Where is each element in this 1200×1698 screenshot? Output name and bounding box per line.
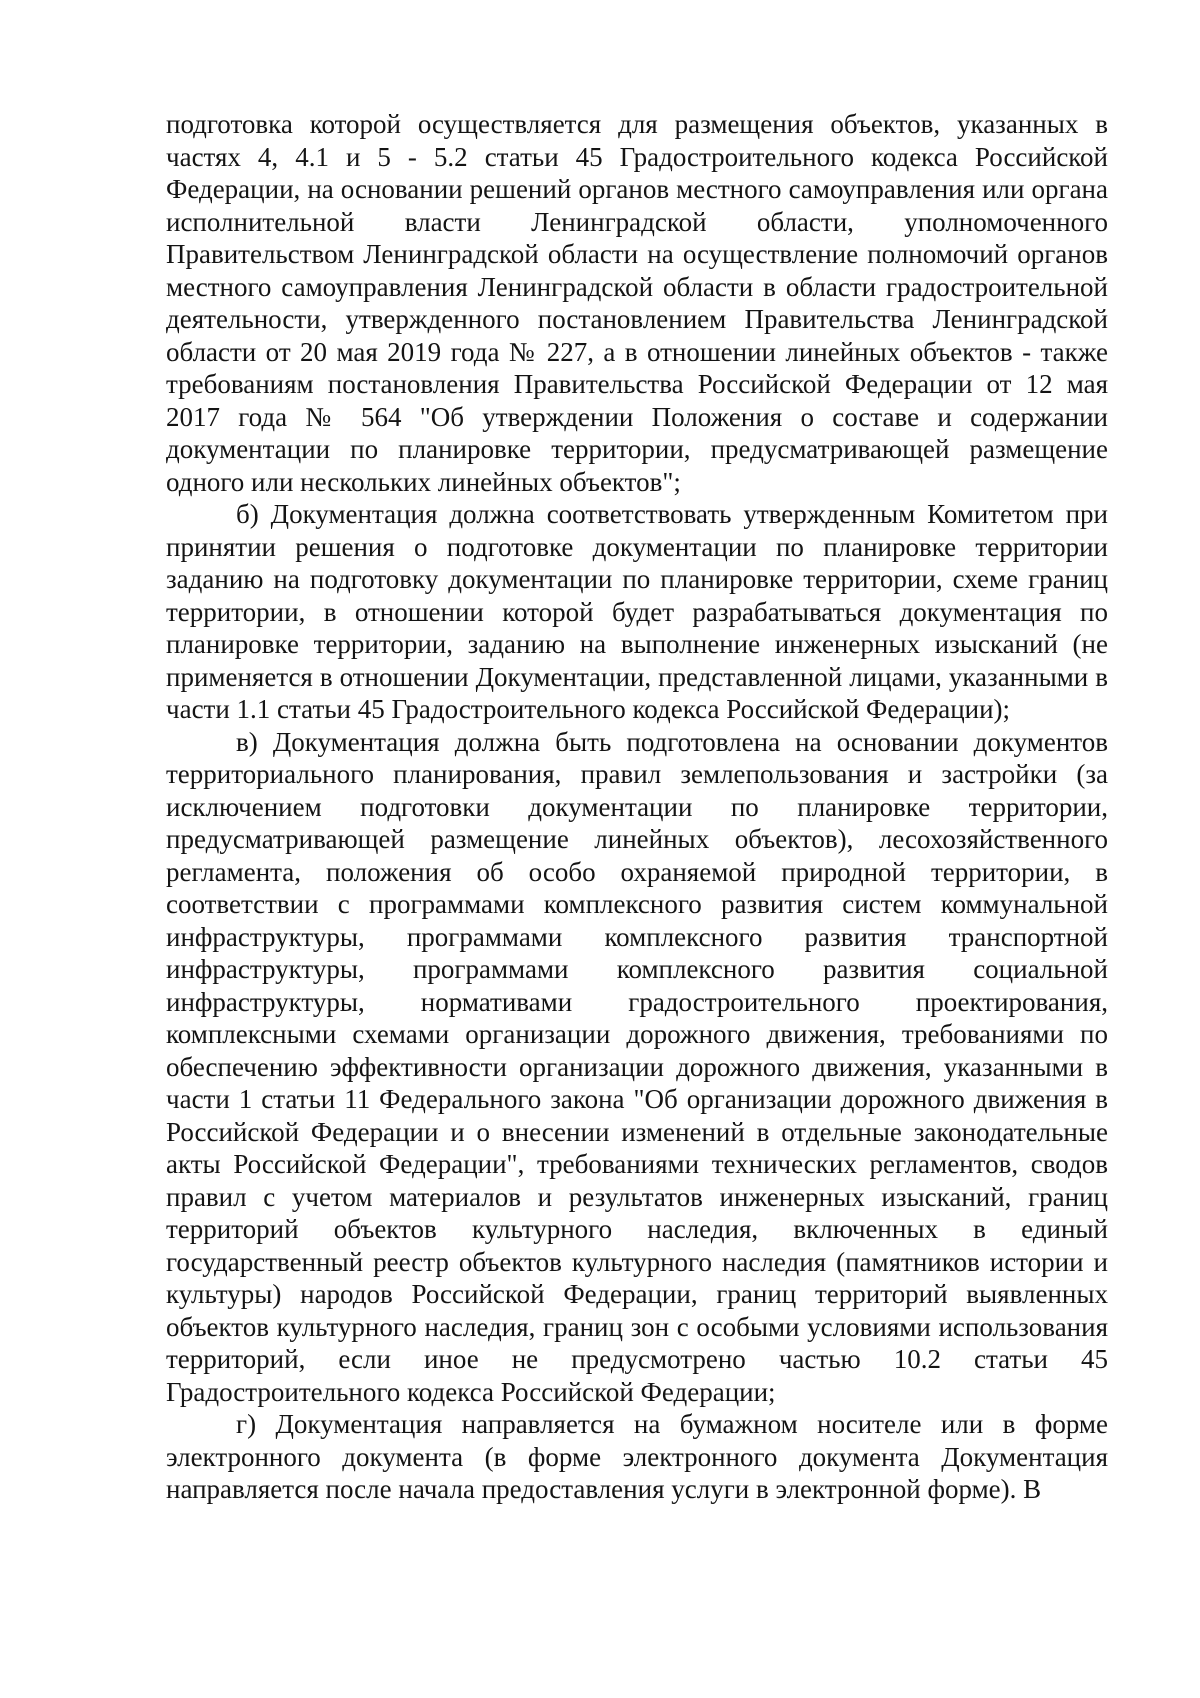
paragraph-item-g: г) Документация направляется на бумажном носителе или в форме электронного документа (в форме электронного документа Документация направляется после начала предоставления услуги в электронной форме). В [166,1409,1108,1504]
paragraph-item-b: б) Документация должна соответствовать утвержденным Комитетом при принятии решения о подготовке документации по планировке территории заданию на подготовку документации по планировке территории, схеме границ территории, в отношении которой будет разрабатываться документация по планировке территории, заданию на выполнение инженерных изысканий (не применяется в отношении Документации, представленной лицами, указанными в части 1.1 статьи 45 Градостроительного кодекса Российской Федерации); [166,499,1108,724]
document-body [166,108,1108,1506]
paragraph-continuation: подготовка которой осуществляется для размещения объектов, указанных в частях 4, 4.1 и 5 - 5.2 статьи 45 Градостроительного кодекса Российской Федерации, на основании решений органов местного самоуправления или органа исполнительной власти Ленинградской области, уполномоченного Правительством Ленинградской области на осуществление полномочий органов местного самоуправления Ленинградской области в области градостроительной деятельности, утвержденного постановлением Правительства Ленинградской области от 20 мая 2019 года № 227, а в отношении линейных объектов - также требованиям постановления Правительства Российской Федерации от 12 мая 2017 года № 564 "Об утверждении Положения о составе и содержании документации по планировке территории, предусматривающей размещение одного или нескольких линейных объектов"; [166,109,1108,497]
paragraph-item-v: в) Документация должна быть подготовлена на основании документов территориального планирования, правил землепользования и застройки (за исключением подготовки документации по планировке территории, предусматривающей размещение линейных объектов), лесохозяйственного регламента, положения об особо охраняемой природной территории, в соответствии с программами комплексного развития систем коммунальной инфраструктуры, программами комплексного развития транспортной инфраструктуры, программами комплексного развития социальной инфраструктуры, нормативами градостроительного проектирования, комплексными схемами организации дорожного движения, требованиями по обеспечению эффективности организации дорожного движения, указанными в части 1 статьи 11 Федерального закона "Об организации дорожного движения в Российской Федерации и о внесении изменений в отдельные законодательные акты Российской Федерации", требованиями технических регламентов, сводов правил с учетом материалов и результатов инженерных изысканий, границ территорий объектов культурного наследия, включенных в единый государственный реестр объектов культурного наследия (памятников истории и культуры) народов Российской Федерации, границ территорий выявленных объектов культурного наследия, границ зон с особыми условиями использования территорий, если иное не предусмотрено частью 10.2 статьи 45 Градостроительного кодекса Российской Федерации; [166,726,1108,1407]
